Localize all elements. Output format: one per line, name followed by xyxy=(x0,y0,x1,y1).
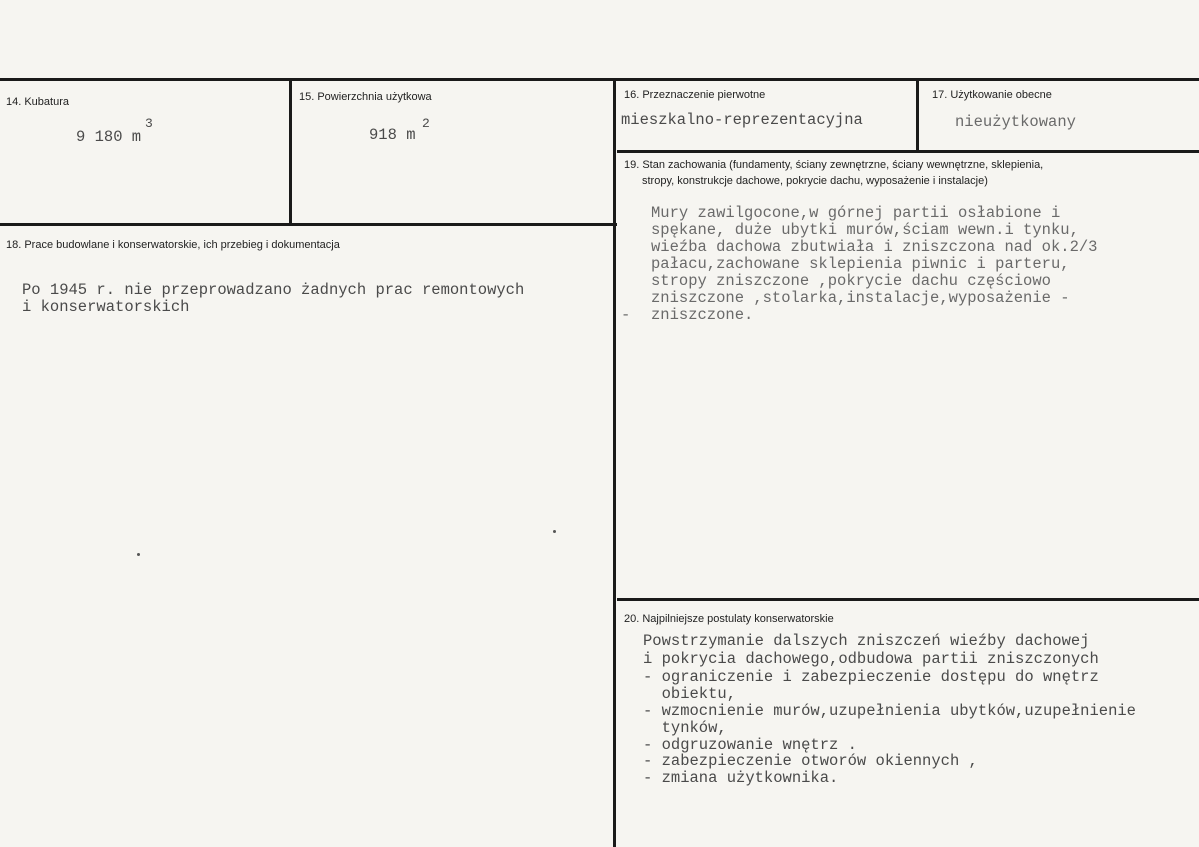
field-20-line-7: - odgruzowanie wnętrz . xyxy=(643,736,857,754)
field-19-line-3: wieźba dachowa zbutwiała i zniszczona nad ok.2/3 xyxy=(651,238,1098,256)
field-14-value: 9 180 m xyxy=(76,128,142,146)
field-18-label: 18. Prace budowlane i konserwatorskie, ich przebieg i dokumentacja xyxy=(6,239,340,251)
rule-19-bottom xyxy=(617,598,1199,601)
field-19-line-5: stropy zniszczone ,pokrycie dachu częściowo xyxy=(651,272,1051,290)
field-14-label: 14. Kubatura xyxy=(6,96,69,108)
field-20-line-8: - zabezpieczenie otworów okiennych , xyxy=(643,752,978,770)
field-19-dash: - xyxy=(621,306,631,324)
field-14-unit-superscript: 3 xyxy=(145,116,153,131)
field-19-line-7: zniszczone. xyxy=(651,306,754,324)
field-20-line-3: - ograniczenie i zabezpieczenie dostępu do wnętrz xyxy=(643,668,1099,686)
field-17-label: 17. Użytkowanie obecne xyxy=(932,89,1052,101)
field-20-line-6: tynków, xyxy=(643,719,727,737)
field-20-label: 20. Najpilniejsze postulaty konserwatorskie xyxy=(624,613,834,625)
field-15-label: 15. Powierzchnia użytkowa xyxy=(299,91,432,103)
divider-14-15 xyxy=(289,78,292,225)
field-19-line-1: Mury zawilgocone,w górnej partii osłabione i xyxy=(651,204,1061,222)
field-19-line-6: zniszczone ,stolarka,instalacje,wyposażenie - xyxy=(651,289,1070,307)
field-19-label-line-2: stropy, konstrukcje dachowe, pokrycie dachu, wyposażenie i instalacje) xyxy=(642,175,988,187)
field-19-label-line-1: 19. Stan zachowania (fundamenty, ściany zewnętrzne, ściany wewnętrzne, sklepienia, xyxy=(624,159,1044,171)
field-16-label: 16. Przeznaczenie pierwotne xyxy=(624,89,766,101)
top-rule xyxy=(0,78,1199,81)
field-20-line-1: Powstrzymanie dalszych zniszczeń wieźby dachowej xyxy=(643,632,1090,650)
field-19-line-2: spękane, duże ubytki murów,ściam wewn.i tynku, xyxy=(651,221,1079,239)
field-18-line-2: i konserwatorskich xyxy=(22,298,190,316)
rule-16-17-bottom xyxy=(617,150,1199,153)
field-20-line-5: - wzmocnienie murów,uzupełnienia ubytków,uzupełnienie xyxy=(643,702,1136,720)
divider-main xyxy=(613,78,616,847)
paper-speck xyxy=(137,553,140,556)
field-16-value: mieszkalno-reprezentacyjna xyxy=(621,111,863,129)
field-20-line-9: - zmiana użytkownika. xyxy=(643,769,839,787)
field-20-line-4: obiektu, xyxy=(643,685,737,703)
rule-14-15-bottom xyxy=(0,223,617,226)
field-17-value: nieużytkowany xyxy=(955,113,1076,131)
paper-speck xyxy=(553,530,556,533)
divider-16-17 xyxy=(916,78,919,152)
field-18-line-1: Po 1945 r. nie przeprowadzano żadnych prac remontowych xyxy=(22,281,525,299)
field-15-value: 918 m xyxy=(369,126,416,144)
field-19-line-4: pałacu,zachowane sklepienia piwnic i parteru, xyxy=(651,255,1070,273)
field-20-line-2: i pokrycia dachowego,odbudowa partii zniszczonych xyxy=(643,650,1099,668)
field-15-unit-superscript: 2 xyxy=(422,116,430,131)
